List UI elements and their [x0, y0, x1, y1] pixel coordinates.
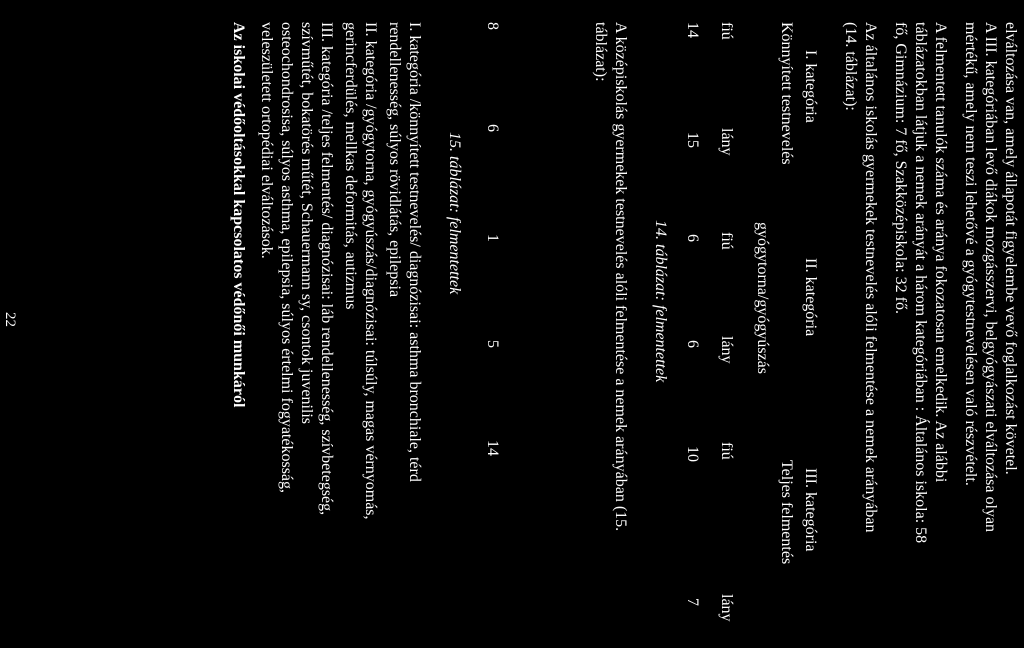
- table14-category-3: III. kategória: [802, 468, 819, 552]
- text-line: mértékű, amely nem teszi lehetővé a gyógytestnevelésen való részvételt.: [962, 22, 979, 486]
- table15-value: 1: [484, 234, 501, 242]
- text-line: A középiskolás gyermekek testnevelés alóli felmentése a nemek arányában (15.: [612, 22, 629, 532]
- table14-value: 15: [684, 132, 701, 148]
- table14-value: 10: [684, 446, 701, 462]
- table14-description-2: gyógytorna/gyógyúszás: [754, 222, 771, 374]
- table14-value: 14: [684, 22, 701, 38]
- text-line: II. kategória /gyógytorna, gyógyúszás/diagnózisai: túlsúly, magas vérnyomás,: [362, 22, 379, 520]
- table14-description-3: Teljes felmentés: [778, 460, 795, 565]
- text-line: osteochondrosisa, súlyos asthma, epilepsia, súlyos értelmi fogyatékosság,: [278, 22, 295, 494]
- text-line: fő, Gimnázium: 7 fő, Szakközépiskola: 32 fő.: [892, 22, 909, 314]
- text-line: A felmentett tanulók száma és aránya fokozatosan emelkedik. Az alábbi: [932, 22, 949, 483]
- table14-category-1: I. kategória: [802, 50, 819, 123]
- table15-value: 14: [484, 440, 501, 456]
- text-line: I. kategória /könnyített testnevelés/ diagnózisai: asthma bronchiale, térd: [406, 22, 423, 482]
- table14-value: 7: [684, 598, 701, 606]
- text-line: elváltozása van, amely állapotát figyelembe vevő foglalkozást követel.: [1002, 22, 1019, 475]
- text-line: veleszületett ortopédiai elváltozások.: [258, 22, 275, 259]
- table15-caption: 15. táblázat: felmentettek: [446, 132, 463, 295]
- text-line: táblázat):: [592, 22, 609, 82]
- table14-description-1: Könnyített testnevelés: [778, 22, 795, 165]
- table14-sex-header: lány: [718, 594, 735, 622]
- table14-value: 6: [684, 340, 701, 348]
- table14-sex-header: fiú: [718, 442, 735, 460]
- table14-caption: 14. táblázat: felmentettek: [652, 220, 669, 383]
- text-line: (14. táblázat):: [842, 22, 859, 111]
- table15-value: 5: [484, 340, 501, 348]
- text-line: gerincferdülés, mellkas deformitás, autizmus: [342, 22, 359, 310]
- table14-value: 6: [684, 234, 701, 242]
- text-line: táblázatokban látjuk a nemek arányát a három kategóriában : Általános iskola: 58: [912, 22, 929, 544]
- table15-value: 6: [484, 124, 501, 132]
- text-line: szívműtét, bokatörés műtét, Schauermann sy, csontok juvenilis: [298, 22, 315, 424]
- section-heading: Az iskolai védőoltásokkal kapcsolatos védőnői munkáról: [230, 22, 247, 408]
- table14-category-2: II. kategória: [802, 258, 819, 337]
- table14-sex-header: fiú: [718, 232, 735, 250]
- table14-sex-header: fiú: [718, 22, 735, 40]
- text-line: A III. kategóriában levő diákok mozgásszervi, belgyógyászati elváltozása olyan: [982, 22, 999, 533]
- table14-sex-header: lány: [718, 128, 735, 156]
- table15-value: 8: [484, 22, 501, 30]
- page-number: 22: [2, 312, 18, 327]
- text-line: III. kategória /teljes felmentés/ diagnózisai: láb rendellenesség, szívbetegség,: [318, 22, 335, 516]
- table14-sex-header: lány: [718, 336, 735, 364]
- text-line: Az általános iskolás gyermekek testnevelés alóli felmentése a nemek arányában: [862, 22, 879, 533]
- text-line: rendellenesség, súlyos rövidlátás, epilepsia: [386, 22, 403, 298]
